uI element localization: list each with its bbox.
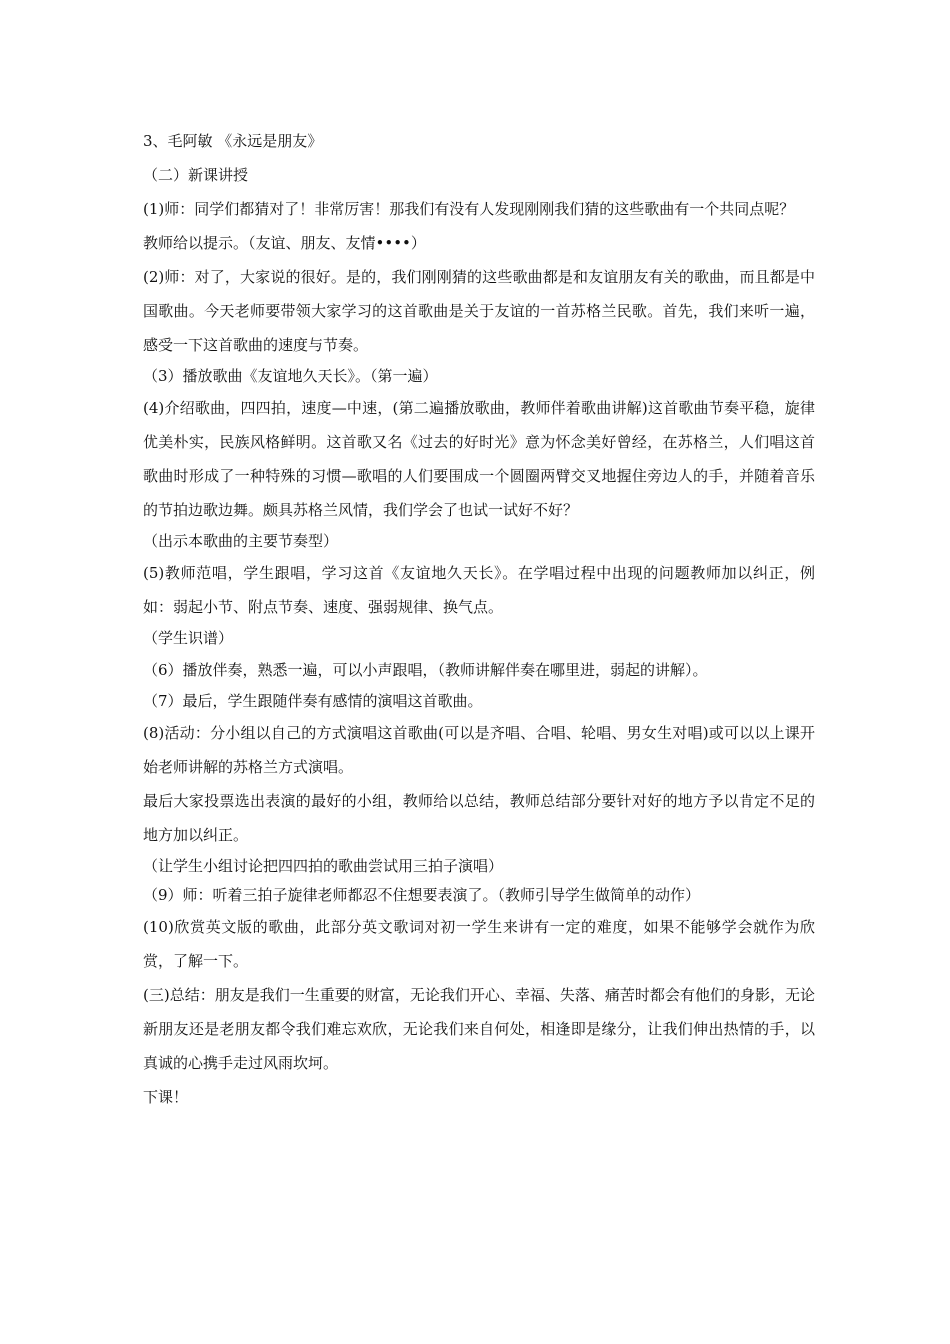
paragraph-15: （让学生小组讨论把四四拍的歌曲尝试用三拍子演唱）: [143, 857, 504, 875]
paragraph-11: （6）播放伴奏，熟悉一遍，可以小声跟唱，（教师讲解伴奏在哪里进，弱起的讲解）。: [143, 661, 708, 679]
paragraph-5: (2)师：对了，大家说的很好。是的，我们刚刚猜的这些歌曲都是和友谊朋友有关的歌曲，而且都是中国歌曲。今天老师要带领大家学习的这首歌曲是关于友谊的一首苏格兰民歌。首先，我们来听一遍，感受一下这首歌曲的速度与节奏。: [143, 268, 815, 354]
paragraph-4: 教师给以提示。（友谊、朋友、友情••••）: [143, 234, 426, 252]
paragraph-16: （9）师：听着三拍子旋律老师都忍不住想要表演了。（教师引导学生做简单的动作）: [143, 886, 701, 904]
paragraph-3: (1)师：同学们都猜对了！非常厉害！那我们有没有人发现刚刚我们猜的这些歌曲有一个共同点呢？: [143, 200, 795, 218]
paragraph-12: （7）最后，学生跟随伴奏有感情的演唱这首歌曲。: [143, 692, 483, 710]
paragraph-8: （出示本歌曲的主要节奏型）: [143, 532, 339, 550]
paragraph-10: （学生识谱）: [143, 629, 234, 647]
paragraph-6: （3）播放歌曲《友谊地久天长》。（第一遍）: [143, 367, 438, 385]
paragraph-14: 最后大家投票选出表演的最好的小组，教师给以总结，教师总结部分要针对好的地方予以肯定不足的地方加以纠正。: [143, 792, 815, 844]
paragraph-7: (4)介绍歌曲，四四拍，速度—中速，(第二遍播放歌曲，教师伴着歌曲讲解)这首歌曲节奏平稳，旋律优美朴实，民族风格鲜明。这首歌又名《过去的好时光》意为怀念美好曾经，在苏格兰，人们唱这首歌曲时形成了一种特殊的习惯—歌唱的人们要围成一个圆圈两臂交叉地握住旁边人的手，并随着音乐的节拍边歌边舞。颇具苏格兰风情，我们学会了也试一试好不好？: [143, 399, 815, 519]
paragraph-18: (三)总结：朋友是我们一生重要的财富，无论我们开心、幸福、失落、痛苦时都会有他们的身影，无论新朋友还是老朋友都令我们难忘欢欣，无论我们来自何处，相逢即是缘分，让我们伸出热情的手，以真诚的心携手走过风雨坎坷。: [143, 986, 815, 1072]
paragraph-17: (10)欣赏英文版的歌曲，此部分英文歌词对初一学生来讲有一定的难度，如果不能够学会就作为欣赏，了解一下。: [143, 918, 815, 970]
paragraph-9: (5)教师范唱，学生跟唱，学习这首《友谊地久天长》。在学唱过程中出现的问题教师加以纠正，例如：弱起小节、附点节奏、速度、强弱规律、换气点。: [143, 564, 815, 616]
paragraph-19: 下课！: [143, 1088, 189, 1106]
paragraph-2: （二）新课讲授: [143, 166, 249, 184]
paragraph-1: 3、毛阿敏 《永远是朋友》: [143, 132, 323, 150]
paragraph-13: (8)活动：分小组以自己的方式演唱这首歌曲(可以是齐唱、合唱、轮唱、男女生对唱)或可以以上课开始老师讲解的苏格兰方式演唱。: [143, 724, 815, 776]
document-body: [143, 124, 815, 1114]
